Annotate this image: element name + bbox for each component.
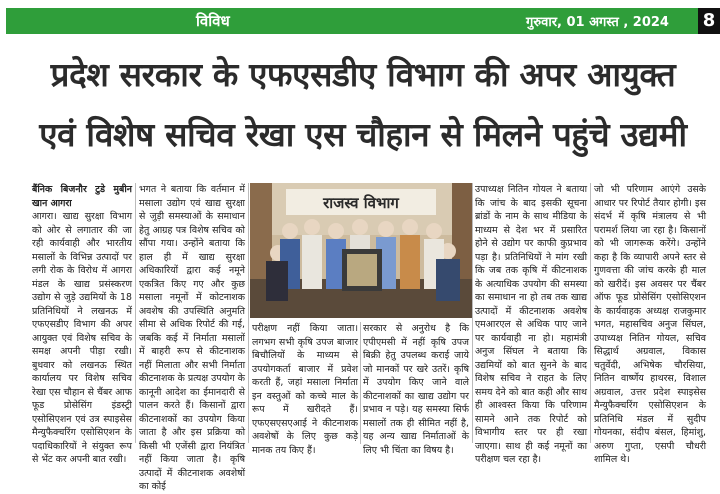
column-4-text: सरकार से अनुरोध है कि एपीएमसी में नहीं कृषि उपज बिक्री हेतु उपलब्ध कराई जाये जो मानकों पर खरे उतरें। कृषि में उपयोग किए जाने वाले कीटनाशकों का खाद्य उद्योग पर प्रभाव न पड़े। यह समस्या सिर्फ मसालों तक ही सीमित नहीं है, यह अन्य खाद्य निर्माताओं के लिए भी चिंता का विषय है। [363, 323, 469, 456]
column-divider [472, 183, 473, 443]
page-header-bar [0, 0, 720, 44]
article-column-6 [594, 183, 706, 465]
news-photo [250, 183, 472, 318]
column-1-text: आगरा। खाद्य सुरक्षा विभाग को ओर से लगातार की जा रही कार्यवाही और भारतीय मसालों के विभिन्न उत्पादों पर लगी रोक के विरोध में आगरा मंडल के खाद्य प्रसंस्करण उद्योग से जुड़े उद्यमियों के 18 प्रतिनिधियों ने लखनऊ में एफएसडीए विभाग की अपर आयुक्त एवं विशेष सचिव के समक्ष अपनी पीड़ा रखी। बुधवार को लखनऊ स्थित कार्यालय पर विशेष सचिव रेखा एस चौहान से चैंबर आफ फूड प्रोसेसिंग इंडस्ट्री एसोसिएशन एवं उत्र स्पाइसेस मैन्युफैक्चरिंग एसोसिएशन के पदाधिकारियों ने संयुक्त रूप से भेंट कर अपनी बात रखी। [32, 211, 132, 465]
column-divider [135, 183, 136, 443]
section-title: विविध [196, 12, 230, 30]
article-column-3 [252, 322, 358, 456]
article-column-4 [363, 322, 469, 456]
column-6-text: जो भी परिणाम आएंगे उसके आधार पर रिपोर्ट तैयार होगी। इस संदर्भ में कृषि मंत्रालय से भी परामर्श लिया जा रहा है। किसानों को भी जागरूक करेंगे। उन्होंने कहा है कि व्यापारी अपने स्तर से गुणवत्ता की जांच करके ही माल को खरीदें। इस अवसर पर चैंबर ऑफ फूड प्रोसेसिंग एसोसिएशन के कार्यवाहक अध्यक्ष राजकुमार भगत, महासचिव अनुज सिंघल, उपाध्यक्ष नितिन गोयल, सचिव सिद्धार्थ अग्रवाल, विकास चतुर्वेदी, अभिषेक चौरसिया, नितिन वार्ष्णेय हाथरस, विशाल अग्रवाल, उत्तर प्रदेश स्पाइसेस मैन्युफैक्चरिंग एसोसिएशन के प्रतिनिधि मंडल में सुदीप गोयनका, संदीप बंसल, हिमांशु, अरुण गुप्ता, एसपी चौधरी शामिल थे। [594, 184, 706, 465]
photo-banner-text: राजस्व विभाग [323, 194, 399, 212]
article-column-1 [32, 183, 132, 465]
byline: बैंनिक बिजनौर टुडे मुबीन खान आगरा [32, 184, 132, 209]
column-3-text: परीक्षण नहीं किया जाता। लगभग सभी कृषि उपज बाजार बिचौलियों के माध्यम से उपयोगकर्ता बाजार में प्रवेश करती हैं, जहां मसाला निर्माता इन वस्तुओं को कच्चे माल के रूप में खरीदते हैं। एफएसएसएआई ने कीटनाशक अवशेषों के लिए कुछ कड़े मानक तय किए हैं। [252, 323, 358, 456]
headline-line-2: एवं विशेष सचिव रेखा एस चौहान से मिलने पहुंचे उद्यमी [39, 115, 687, 154]
column-5-text: उपाध्यक्ष नितिन गोयल ने बताया कि जांच के बाद इसकी सूचना ब्रांडों के नाम के साथ मीडिया के माध्यम से देश भर में प्रसारित होने से उद्योग पर काफी कुप्रभाव पड़ा है। प्रतिनिधियों ने मांग रखी कि जब तक कृषि में कीटनाशक के अत्याधिक उपयोग की समस्या का समाधान ना हो तब तक खाद्य उत्पादों में कीटनाशक अवशेष एमआरएल से अधिक पाए जाने पर कार्यवाही ना हो। महामंत्री अनुज सिंघल ने बताया कि उद्यमियों को बात सुनने के बाद विशेष सचिव ने राहत के लिए समय देने को बात कही और साथ ही आश्वस्त किया कि परिणाम सामने आने तक रिपोर्ट को विभागीय स्तर पर ही रखा जाएगा। साथ ही कई नमूनों का परीक्षण चल रहा है। [475, 184, 587, 465]
article-column-5 [475, 183, 587, 465]
column-divider [360, 322, 361, 444]
column-divider [248, 183, 249, 443]
issue-date: गुरुवार, 01 अगस्त , 2024 [526, 15, 669, 30]
photo-illustration [250, 183, 472, 318]
page-number: 8 [698, 8, 720, 34]
column-2-text: भगत ने बताया कि वर्तमान में मसाला उद्योग एवं खाद्य सुरक्षा से जुड़ी समस्याओं के समाधान हेतु आग्रह पत्र विशेष सचिव को सौंपा गया। उन्होंने बताया कि हाल ही में खाद्य सुरक्षा अधिकारियों द्वारा कई नमूने एकत्रित किए गए और कुछ मसाला नमूनों में कोटनाशक अवशेष की उपस्थिति अनुमति सीमा से अधिक रिपोर्ट की गई, जबकि कई में निर्माता मसालों में बाहरी रूप से कीटनाशक नहीं मिलाता और सभी निर्माता कीटनाशक के प्रत्यक्ष उपयोग के कानूनी आदेश का ईमानदारी से पालन करते हैं। किसानों द्वारा कीटनाशकों का उपयोग किया जाता है और इस प्रक्रिया को किसी भी एजेंसी द्वारा नियंत्रित नहीं किया जाता है। कृषि उत्पादों में कीटनाशक अवशेषों का कोई [139, 184, 245, 492]
article-column-2 [139, 183, 245, 492]
headline-line-1: प्रदेश सरकार के एफएसडीए विभाग की अपर आयुक्त [50, 55, 676, 94]
column-divider [590, 183, 591, 443]
